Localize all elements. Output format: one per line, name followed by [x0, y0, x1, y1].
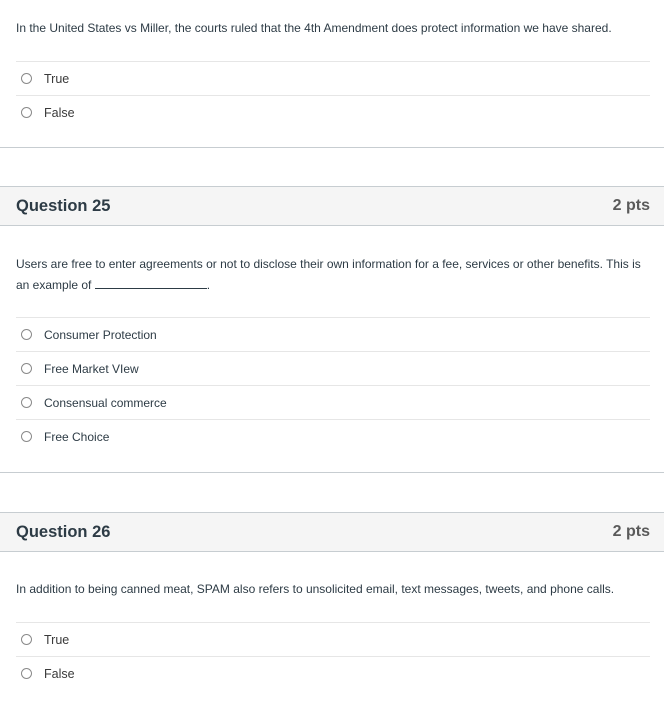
answer-label: Consensual commerce — [44, 395, 167, 410]
question-24-text: In the United States vs Miller, the courts ruled that the 4th Amendment does protect information we have shared. — [16, 21, 612, 35]
answer-option-free-market-view[interactable] — [16, 351, 650, 385]
radio-button[interactable] — [21, 363, 32, 374]
radio-button[interactable] — [21, 107, 32, 118]
radio-button[interactable] — [21, 634, 32, 645]
radio-button[interactable] — [21, 73, 32, 84]
answer-option-false[interactable] — [16, 656, 650, 690]
radio-button[interactable] — [21, 668, 32, 679]
answer-label: Free Choice — [44, 429, 110, 444]
answer-label: Free Market VIew — [44, 361, 139, 376]
answer-label: False — [44, 666, 75, 681]
question-26-answers — [16, 622, 650, 690]
question-25-answers — [16, 317, 650, 453]
answer-label: Consumer Protection — [44, 327, 157, 342]
answer-label: True — [44, 71, 70, 86]
answer-option-free-choice[interactable] — [16, 419, 650, 453]
question-divider — [0, 147, 664, 148]
answer-label: True — [44, 632, 70, 647]
answer-option-false[interactable] — [16, 95, 650, 129]
radio-button[interactable] — [21, 431, 32, 442]
radio-button[interactable] — [21, 329, 32, 340]
answer-option-consensual-commerce[interactable] — [16, 385, 650, 419]
answer-label: False — [44, 105, 75, 120]
question-text-part: Users are free to enter agreements or not to disclose their own information for a fee, services or other benefits. This is an example of — [16, 257, 641, 292]
answer-option-true[interactable] — [16, 622, 650, 656]
question-points: 2 pts — [612, 523, 650, 540]
question-26-header — [0, 512, 664, 552]
question-points: 2 pts — [612, 197, 650, 214]
question-divider — [0, 472, 664, 473]
question-25-header — [0, 186, 664, 226]
question-text-part: . — [206, 278, 211, 292]
answer-option-consumer-protection[interactable] — [16, 317, 650, 351]
question-title: Question 26 — [16, 522, 111, 541]
question-26-text: In addition to being canned meat, SPAM also refers to unsolicited email, text messages, tweets, and phone calls. — [16, 582, 615, 596]
question-25-text — [16, 254, 650, 296]
fill-in-blank — [95, 276, 207, 289]
radio-button[interactable] — [21, 397, 32, 408]
answer-option-true[interactable] — [16, 61, 650, 95]
question-24-answers — [16, 61, 650, 129]
question-title: Question 25 — [16, 196, 111, 215]
